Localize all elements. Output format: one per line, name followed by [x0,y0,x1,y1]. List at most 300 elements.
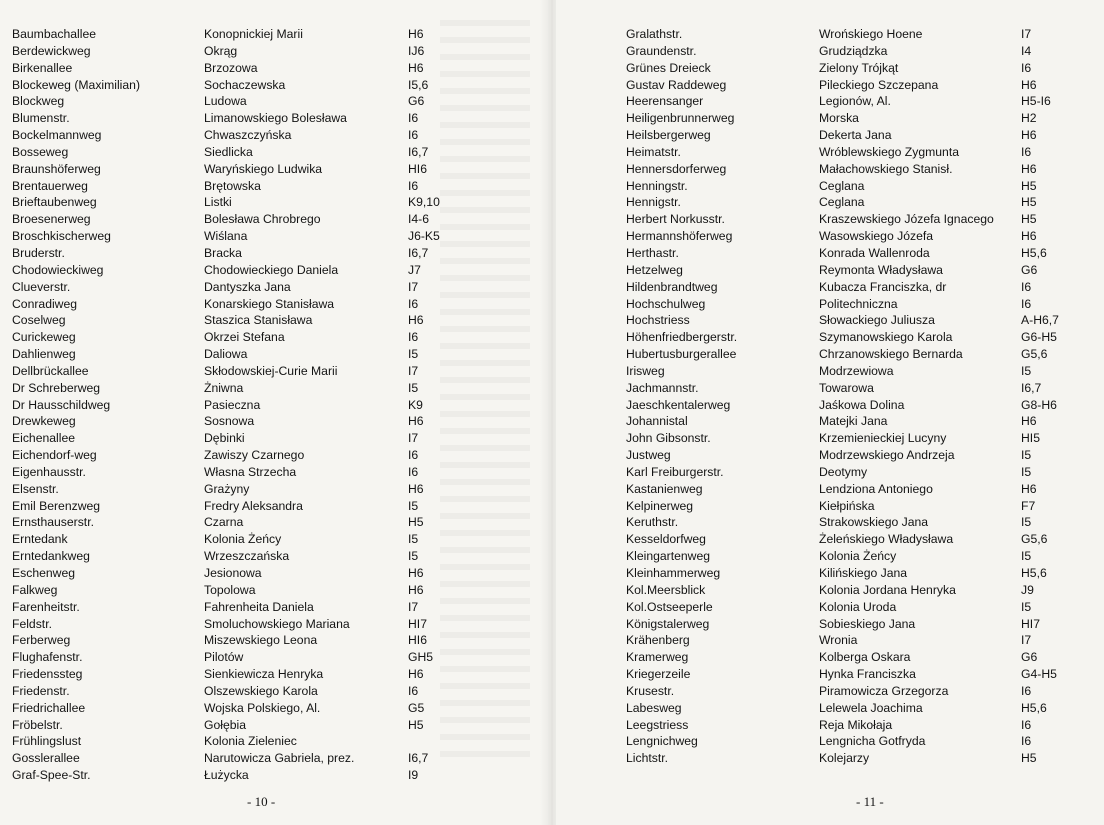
table-row [0,717,548,734]
table-row [556,430,1104,447]
polish-street-name: Kraszewskiego Józefa Ignacego [819,212,994,227]
table-row [0,582,548,599]
polish-street-name: Fredry Aleksandra [204,498,303,513]
map-grid-ref: G6-H5 [1021,330,1057,345]
polish-street-name: Miszewskiego Leona [204,633,318,648]
map-grid-ref: H6 [408,60,424,75]
table-row [0,632,548,649]
polish-street-name: Sosnowa [204,414,255,429]
table-row [556,178,1104,195]
map-grid-ref: G5,6 [1021,532,1048,547]
german-street-name: Elsenstr. [12,481,59,496]
german-street-name: Henningstr. [626,178,688,193]
table-row [0,194,548,211]
polish-street-name: Wronia [819,633,858,648]
map-grid-ref: I6 [408,178,419,193]
table-row [556,380,1104,397]
polish-street-name: Olszewskiego Karola [204,683,318,698]
german-street-name: Friedenssteg [12,667,83,682]
table-row [0,110,548,127]
map-grid-ref: I6 [1021,296,1032,311]
polish-street-name: Żniwna [204,380,244,395]
german-street-name: Hermannshöferweg [626,229,733,244]
table-row [0,683,548,700]
table-row [0,531,548,548]
map-grid-ref: K9 [408,397,423,412]
german-street-name: Lengnichweg [626,734,698,749]
map-grid-ref: H5,6 [1021,566,1047,580]
map-grid-ref: I5 [1021,363,1032,378]
german-street-name: Broesenerweg [12,212,91,227]
german-street-name: Broschkischerweg [12,229,111,244]
polish-street-name: Lengnicha Gotfryda [819,734,926,749]
table-row [556,211,1104,228]
german-street-name: Friedenstr. [12,683,70,698]
map-grid-ref: I7 [1021,27,1032,41]
table-row [0,127,548,144]
german-street-name: Erntedank [12,532,68,547]
map-grid-ref: I9 [408,768,419,783]
polish-street-name: Wrzeszczańska [204,549,290,564]
polish-street-name: Legionów, Al. [819,94,891,109]
polish-street-name: Kiełpińska [819,498,875,513]
map-grid-ref: I6,7 [1021,380,1042,395]
german-street-name: Friedrichallee [12,700,86,715]
polish-street-name: Ludowa [204,94,247,109]
polish-street-name: Łużycka [204,768,249,783]
map-grid-ref: H6 [1021,414,1037,429]
german-street-name: Karl Freiburgerstr. [626,464,724,479]
polish-street-name: Pasieczna [204,397,261,412]
polish-street-name: Konarskiego Stanisława [204,296,335,311]
german-street-name: Heimatstr. [626,144,681,159]
table-row [0,413,548,430]
german-street-name: Blumenstr. [12,111,70,126]
polish-street-name: Jesionowa [204,566,262,580]
map-grid-ref: F7 [1021,498,1036,513]
map-grid-ref: G5,6 [1021,347,1048,362]
polish-street-name: Piramowicza Grzegorza [819,683,949,698]
german-street-name: Hennigstr. [626,195,681,210]
page-number: - 11 - [856,794,884,809]
german-street-name: Dr Hausschildweg [12,397,111,412]
map-grid-ref: HI6 [408,633,427,648]
table-row [556,666,1104,683]
map-grid-ref: I6 [408,464,419,479]
map-grid-ref: H6 [1021,77,1037,92]
german-street-name: Hildenbrandtweg [626,279,718,294]
table-row [556,683,1104,700]
map-grid-ref: J7 [408,262,421,277]
table-row [556,498,1104,515]
map-grid-ref: I6 [408,128,419,143]
german-street-name: Jaeschkentalerweg [626,397,731,412]
polish-street-name: Kolonia Jordana Henryka [819,582,956,597]
table-row [556,514,1104,531]
map-grid-ref: I6,7 [408,245,429,260]
table-row [556,481,1104,498]
polish-street-name: Żeleńskiego Władysława [819,532,954,547]
map-grid-ref: I5 [408,380,419,395]
polish-street-name: Wróblewskiego Zygmunta [819,144,959,159]
map-grid-ref: I4 [1021,43,1032,58]
table-row [0,750,548,767]
polish-street-name: Hynka Franciszka [819,667,916,682]
table-row [0,178,548,195]
german-street-name: Eichendorf-weg [12,448,97,463]
german-street-name: Braunshöferweg [12,161,101,176]
german-street-name: Ferberweg [12,633,71,648]
german-street-name: Falkweg [12,582,58,597]
german-street-name: Kol.Meersblick [626,582,706,597]
map-grid-ref: I7 [408,431,419,446]
map-grid-ref: H5-I6 [1021,94,1051,109]
table-row [0,279,548,296]
polish-street-name: Pilotów [204,650,244,665]
table-row [556,582,1104,599]
table-row [556,127,1104,144]
map-grid-ref: I6 [1021,734,1032,749]
german-street-name: Heilsbergerweg [626,128,711,143]
map-grid-ref: G4-H5 [1021,667,1057,682]
polish-street-name: Małachowskiego Stanisł. [819,161,953,176]
german-street-name: Herthastr. [626,245,679,260]
german-street-name: Gosslerallee [12,751,80,766]
map-grid-ref: H5,6 [1021,700,1047,715]
polish-street-name: Modrzewiowa [819,363,894,378]
table-row [556,447,1104,464]
german-street-name: Krähenberg [626,633,690,648]
table-row [0,346,548,363]
german-street-name: Hennersdorferweg [626,161,727,176]
map-grid-ref: I5 [408,498,419,513]
german-street-name: Hetzelweg [626,262,683,277]
german-street-name: Hubertusburgerallee [626,347,737,362]
german-street-name: Kol.Ostseeperle [626,599,713,614]
table-row [556,649,1104,666]
german-street-name: Johannistal [626,414,688,429]
polish-street-name: Lelewela Joachima [819,700,923,715]
table-row [556,161,1104,178]
map-grid-ref: K9,10 [408,195,440,210]
german-street-name: Kleingartenweg [626,549,711,564]
table-row [0,161,548,178]
polish-street-name: Staszica Stanisława [204,313,313,328]
polish-street-name: Wasowskiego Józefa [819,229,934,244]
table-row [556,312,1104,329]
right-street-list [556,26,1104,767]
map-grid-ref: H5 [1021,751,1037,766]
table-row [556,228,1104,245]
table-row [0,26,548,43]
table-row [0,666,548,683]
map-grid-ref: I6 [408,330,419,345]
polish-street-name: Deotymy [819,464,868,479]
german-street-name: Krusestr. [626,683,675,698]
german-street-name: Eichenallee [12,431,76,446]
table-row [0,616,548,633]
polish-street-name: Sobieskiego Jana [819,616,916,631]
german-street-name: Flughafenstr. [12,650,83,665]
map-grid-ref: I6 [1021,717,1032,732]
table-row [556,43,1104,60]
table-row [556,110,1104,127]
table-row [556,144,1104,161]
german-street-name: Clueverstr. [12,279,71,294]
map-grid-ref: H5 [1021,178,1037,193]
table-row [0,599,548,616]
table-row [556,262,1104,279]
polish-street-name: Zawiszy Czarnego [204,448,305,463]
table-row [0,498,548,515]
german-street-name: Bosseweg [12,144,69,159]
polish-street-name: Dantyszka Jana [204,279,291,294]
table-row [556,329,1104,346]
polish-street-name: Kilińskiego Jana [819,566,908,580]
map-grid-ref: H6 [408,414,424,429]
polish-street-name: Smoluchowskiego Mariana [204,616,350,631]
german-street-name: Berdewickweg [12,43,91,58]
map-grid-ref: H6 [408,582,424,597]
german-street-name: Emil Berenzweg [12,498,101,513]
polish-street-name: Wrońskiego Hoene [819,27,923,41]
map-grid-ref: H6 [1021,161,1037,176]
map-grid-ref: I5,6 [408,77,429,92]
table-row [0,228,548,245]
table-row [556,599,1104,616]
polish-street-name: Ceglana [819,195,865,210]
german-street-name: Hochstriess [626,313,690,328]
german-street-name: Eschenweg [12,566,76,580]
german-street-name: Birkenallee [12,60,73,75]
table-row [556,464,1104,481]
polish-street-name: Kolonia Żeńcy [204,532,282,547]
german-street-name: Gralathstr. [626,27,683,41]
table-row [0,481,548,498]
polish-street-name: Konopnickiej Marii [204,27,303,41]
table-row [556,733,1104,750]
map-grid-ref: I5 [408,347,419,362]
polish-street-name: Okrzei Stefana [204,330,285,345]
polish-street-name: Bracka [204,245,242,260]
polish-street-name: Lendziona Antoniego [819,481,933,496]
german-street-name: Baumbachallee [12,27,97,41]
polish-street-name: Kolonia Żeńcy [819,549,897,564]
german-street-name: Kelpinerweg [626,498,694,513]
map-grid-ref: H5 [1021,195,1037,210]
german-street-name: Conradiweg [12,296,78,311]
polish-street-name: Reymonta Władysława [819,262,943,277]
map-grid-ref: I6 [408,448,419,463]
map-grid-ref: H2 [1021,111,1037,126]
map-grid-ref: G5 [408,700,425,715]
map-grid-ref: G6 [1021,262,1038,277]
map-grid-ref: H5,6 [1021,245,1047,260]
left-street-list [0,26,548,784]
german-street-name: Kramerweg [626,650,689,665]
map-grid-ref: I6 [1021,144,1032,159]
polish-street-name: Towarowa [819,380,874,395]
german-street-name: Königstalerweg [626,616,710,631]
table-row [0,245,548,262]
map-grid-ref: IJ6 [408,43,425,58]
table-row [0,296,548,313]
german-street-name: Keruthstr. [626,515,679,530]
german-street-name: Kastanienweg [626,481,703,496]
german-street-name: Kesseldorfweg [626,532,706,547]
map-grid-ref: J6-K5 [408,229,440,244]
polish-street-name: Sienkiewicza Henryka [204,667,324,682]
german-street-name: Heerensanger [626,94,704,109]
german-street-name: Lichtstr. [626,751,668,766]
table-row [556,296,1104,313]
map-grid-ref: H6 [408,566,424,580]
polish-street-name: Topolowa [204,582,256,597]
table-row [556,548,1104,565]
german-street-name: Blockeweg (Maximilian) [12,77,141,92]
map-grid-ref: I6 [408,111,419,126]
german-street-name: Fröbelstr. [12,717,63,732]
map-grid-ref: G8-H6 [1021,397,1057,412]
polish-street-name: Narutowicza Gabriela, prez. [204,751,355,766]
map-grid-ref: H6 [408,27,424,41]
map-grid-ref: H6 [408,313,424,328]
table-row [0,60,548,77]
polish-street-name: Czarna [204,515,244,530]
map-grid-ref: I6,7 [408,751,429,766]
table-row [556,93,1104,110]
german-street-name: Erntedankweg [12,549,90,564]
table-row [0,733,548,750]
table-row [0,548,548,565]
table-row [556,346,1104,363]
map-grid-ref: H6 [408,667,424,682]
map-grid-ref: I7 [408,599,419,614]
table-row [0,363,548,380]
german-street-name: Bruderstr. [12,245,65,260]
polish-street-name: Chrzanowskiego Bernarda [819,347,963,362]
map-grid-ref: H6 [1021,229,1037,244]
german-street-name: Graf-Spee-Str. [12,768,91,783]
table-row [556,413,1104,430]
polish-street-name: Strakowskiego Jana [819,515,929,530]
polish-street-name: Chwaszczyńska [204,128,292,143]
german-street-name: Kriegerzeile [626,667,691,682]
polish-street-name: Kolejarzy [819,751,870,766]
german-street-name: Frühlingslust [12,734,82,749]
polish-street-name: Morska [819,111,859,126]
german-street-name: Ernsthauserstr. [12,515,94,530]
german-street-name: Chodowieckiweg [12,262,104,277]
table-row [556,700,1104,717]
map-grid-ref: G6 [408,94,425,109]
map-grid-ref: I6 [1021,60,1032,75]
polish-street-name: Zielony Trójkąt [819,60,899,75]
polish-street-name: Jaśkowa Dolina [819,397,905,412]
german-street-name: Grünes Dreieck [626,60,711,75]
table-row [556,26,1104,43]
german-street-name: Curickeweg [12,330,76,345]
table-row [0,211,548,228]
table-row [0,565,548,582]
german-street-name: Kleinhammerweg [626,566,721,580]
polish-street-name: Ceglana [819,178,865,193]
german-street-name: Feldstr. [12,616,52,631]
german-street-name: Coselweg [12,313,66,328]
table-row [556,245,1104,262]
polish-street-name: Limanowskiego Bolesława [204,111,347,126]
table-row [556,565,1104,582]
table-row [556,194,1104,211]
map-grid-ref: I5 [1021,448,1032,463]
map-grid-ref: H5 [408,515,424,530]
german-street-name: Brentauerweg [12,178,88,193]
polish-street-name: Brętowska [204,178,261,193]
polish-street-name: Grudziądzka [819,43,888,58]
german-street-name: Brieftaubenweg [12,195,97,210]
table-row [0,464,548,481]
polish-street-name: Dębinki [204,431,245,446]
polish-street-name: Chodowieckiego Daniela [204,262,339,277]
german-street-name: Gustav Raddeweg [626,77,727,92]
polish-street-name: Kolonia Zieleniec [204,734,297,749]
polish-street-name: Szymanowskiego Karola [819,330,953,345]
right-page [556,0,1104,825]
polish-street-name: Wojska Polskiego, Al. [204,700,321,715]
table-row [556,632,1104,649]
polish-street-name: Okrąg [204,43,238,58]
table-row [0,77,548,94]
german-street-name: Labesweg [626,700,682,715]
german-street-name: Hochschulweg [626,296,706,311]
polish-street-name: Sochaczewska [204,77,286,92]
map-grid-ref: I6 [1021,279,1032,294]
map-grid-ref: I5 [1021,464,1032,479]
polish-street-name: Gołębia [204,717,247,732]
table-row [0,144,548,161]
german-street-name: Eigenhausstr. [12,464,86,479]
polish-street-name: Skłodowskiej-Curie Marii [204,363,338,378]
map-grid-ref: H6 [1021,481,1037,496]
german-street-name: Justweg [626,448,671,463]
map-grid-ref: I5 [1021,515,1032,530]
table-row [0,312,548,329]
table-row [0,649,548,666]
table-row [556,531,1104,548]
table-row [556,279,1104,296]
german-street-name: Jachmannstr. [626,380,699,395]
polish-street-name: Reja Mikołaja [819,717,893,732]
german-street-name: Höhenfriedbergerstr. [626,330,738,345]
polish-street-name: Politechniczna [819,296,898,311]
polish-street-name: Listki [204,195,232,210]
page-number: - 10 - [247,794,276,809]
table-row [556,77,1104,94]
map-grid-ref: H6 [1021,128,1037,143]
german-street-name: Heiligenbrunnerweg [626,111,735,126]
map-grid-ref: G6 [1021,650,1038,665]
polish-street-name: Brzozowa [204,60,258,75]
table-row [0,43,548,60]
map-grid-ref: I5 [408,532,419,547]
map-grid-ref: HI7 [1021,616,1040,631]
map-grid-ref: H5 [1021,212,1037,227]
map-grid-ref: A-H6,7 [1021,313,1059,328]
polish-street-name: Dekerta Jana [819,128,892,143]
map-grid-ref: I6 [408,683,419,698]
polish-street-name: Kolonia Uroda [819,599,897,614]
german-street-name: John Gibsonstr. [626,431,711,446]
